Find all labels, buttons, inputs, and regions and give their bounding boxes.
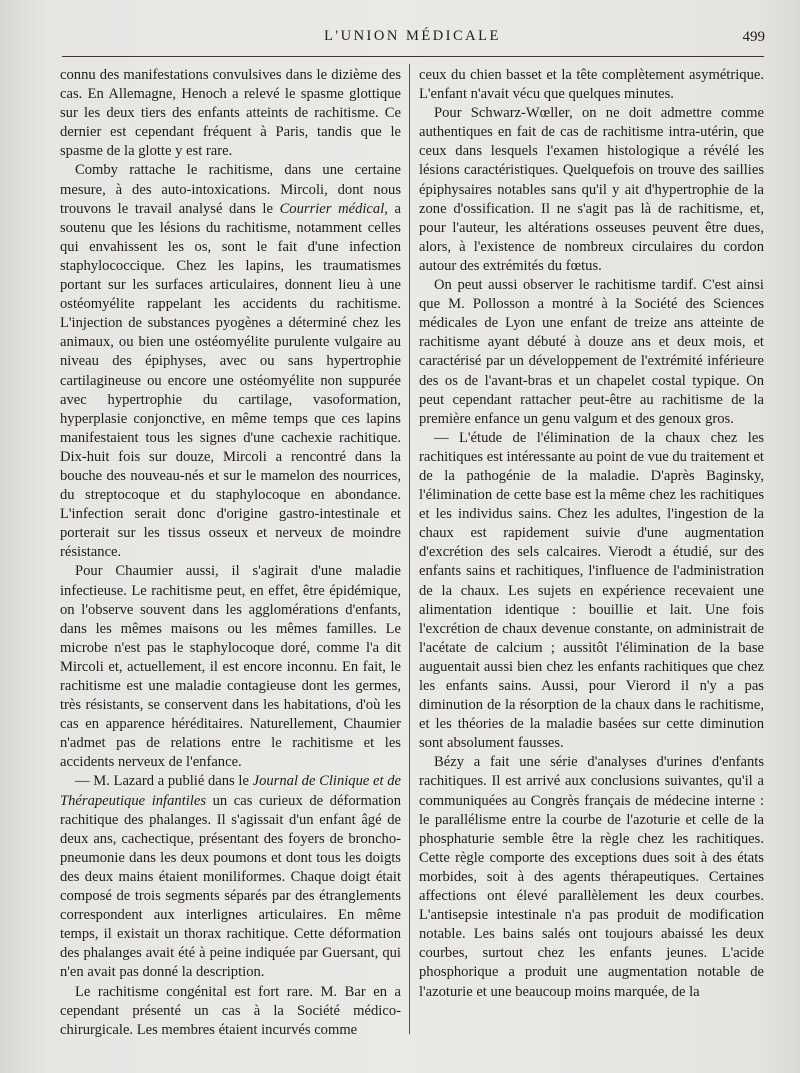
paragraph: — L'étude de l'élimination de la chaux chez les rachitiques est intéressante au point de vue du traitement et de la pathogénie de la maladie. D'après Baginsky, l'élimination de cette base est la même chez les rachitiques et les individus sains. Chez les adultes, l'ingestion de la chaux est rapidement suivie d'une augmentation d'excrétion des sels calcaires. Vierodt a étudié, sur des enfants sains et rachitiques, l'influence de l'administration de la chaux. Les sujets en expérience recevaient une alimentation identique : bouillie et lait. Une fois l'excrétion de chaux devenue constante, on administrait de l'acétate de calcium ; aussitôt l'élimination de la base auguentait aussi bien chez les enfants rachitiques que chez les enfants sains. Aussi, pour Vierord il n'y a pas diminution de la résorption de la chaux dans le rachitisme, et les théories de la maladie basées sur cette diminution sont absolument fausses. [419,429,764,752]
paragraph: On peut aussi observer le rachitisme tardif. C'est ainsi que M. Pollosson a montré à la Société des Sciences médicales de Lyon une enfant de treize ans atteinte de rachitisme ayant débuté à douze ans et deux mois, et caractérisé par un développement de l'extrémité inférieure des os de l'avant-bras et un chapelet costal typique. On peut cependant rattacher peut-être au rachitisme de la première enfance un genu valgum et des genoux gros. [419,277,764,427]
paragraph: Bézy a fait une série d'analyses d'urines d'enfants rachitiques. Il est arrivé aux conclusions suivantes, qu'il a communiquées au Congrès français de médecine interne : le parallélisme entre la courbe de l'azoturie et celle de la phosphaturie semble être la règle chez les rachitiques. Cette règle comporte des exceptions dues soit à des états morbides, soit à des agents thérapeutiques. Certaines affections ont élevé parallèlement les deux courbes. L'antisepsie intestinale n'a pas produit de modification notable. Les bains salés ont toujours abaissé les deux courbes, surtout chez les enfants jeunes. L'acide phosphorique a produit une augmentation notable de l'azoturie et une beaucoup moins marquée, de la [419,754,764,1000]
paragraph [60,161,401,562]
paragraph: Le rachitisme congénital est fort rare. M. Bar en a cependant présenté un cas à la Société médico-chirurgicale. Les membres étaient incurvés comme [60,983,401,1038]
paragraph: Pour Chaumier aussi, il s'agirait d'une maladie infectieuse. Le rachitisme peut, en effet, être épidémique, on l'observe souvent dans les agglomérations d'enfants, dans les mêmes maisons ou les mêmes familles. Le microbe n'est pas le staphylocoque doré, comme l'a dit Mircoli et, actuellement, il est encore inconnu. En fait, le rachitisme est une maladie contagieuse dont les germes, très résistants, se conservent dans les habitations, d'où les cas en apparence héréditaires. Naturellement, Chaumier n'admet pas de relations entre le rachitisme et les accidents nerveux de l'enfance. [60,563,401,771]
column-divider [409,64,410,1034]
text-run: un cas curieux de déformation rachitique des phalanges. Il s'agissait d'un enfant âgé de deux ans, cachectique, présentant des foyers de broncho-pneumonie dans les deux poumons et dont tous les doigts des deux mains étaient moniliformes. Chaque doigt était composé de trois segments séparés par des étranglements correspondent aux interlignes articulaires. En même temps, il existait un thorax rachitique. Cette déformation des phalanges avait été à peine indiquée par Guersant, qui n'en avait pas donné la description. [60,792,401,981]
left-column [60,66,401,1041]
journal-title: Courrier médical [279,200,385,217]
page-header [60,28,765,50]
text-run: — M. Lazard a publié dans le [75,773,253,790]
text-run: Comby rattache le rachitisme, dans une certaine mesure, à des auto-intoxications. Mircoli, dont nous trouvons le travail analysé dans le [60,162,401,217]
header-rule [62,56,764,57]
paragraph: connu des manifestations convulsives dans le dizième des cas. En Allemagne, Henoch a relevé le spasme glottique sur les deux tiers des enfants atteints de rachitisme. Ce dernier est cependant fréquent à Paris, tandis que le spasme de la glotte y est rare. [60,67,401,160]
paragraph: Pour Schwarz-Wœller, on ne doit admettre comme authentiques en fait de cas de rachitisme intra-utérin, que ceux dans lesquels l'examen histologique a révélé les lésions caractéristiques. Quelquefois on trouve des saillies épiphysaires notables sans qu'il y ait d'hypertrophie de la zone d'ossification. Il ne s'agit pas là de rachitisme, et, pour l'auteur, les altérations osseuses peuvent être dues, alors, à l'existence de nombreux circulaires du cordon autour des extrémités du fœtus. [419,105,764,274]
paragraph: ceux du chien basset et la tête complètement asymétrique. L'enfant n'avait vécu que quelques minutes. [419,67,764,103]
running-title: L'UNION MÉDICALE [324,28,501,44]
text-run: , a soutenu que les lésions du rachitisme, notamment celles qui envahissent les os, sont le fait d'une infection staphylococcique. Chez les lapins, les traumatismes portant sur les surfaces articulaires, donnent lieu à une ostéomyélite rappelant les accidents du rachitisme. L'injection de substances pyogènes a déterminé chez les animaux, ou bien une ostéomyélite purulente vulgaire au niveau des épiphyses, avec ou sans hypertrophie cartilagineuse ou encore une ostéomyélite non suppurée avec hypertrophie du cartilage, vasoformation, hyperplasie conjonctive, en même temps que ces lapins manifestaient tous les signes d'une cachexie rachitique. Dix-huit fois sur douze, Mircoli a rencontré dans la bouche des nouveau-nés et sur le mamelon des nourrices, du streptocoque et du staphylocoque en abondance. L'infection serait donc d'origine gastro-intestinale et porterait sur les tissus osseux et nerveux de moindre résistance. [60,200,401,561]
page-number: 499 [742,29,765,45]
journal-title: Journal de Clinique et de Thérapeutique infantiles [60,773,401,809]
paragraph [60,772,401,982]
right-column [419,66,764,1041]
